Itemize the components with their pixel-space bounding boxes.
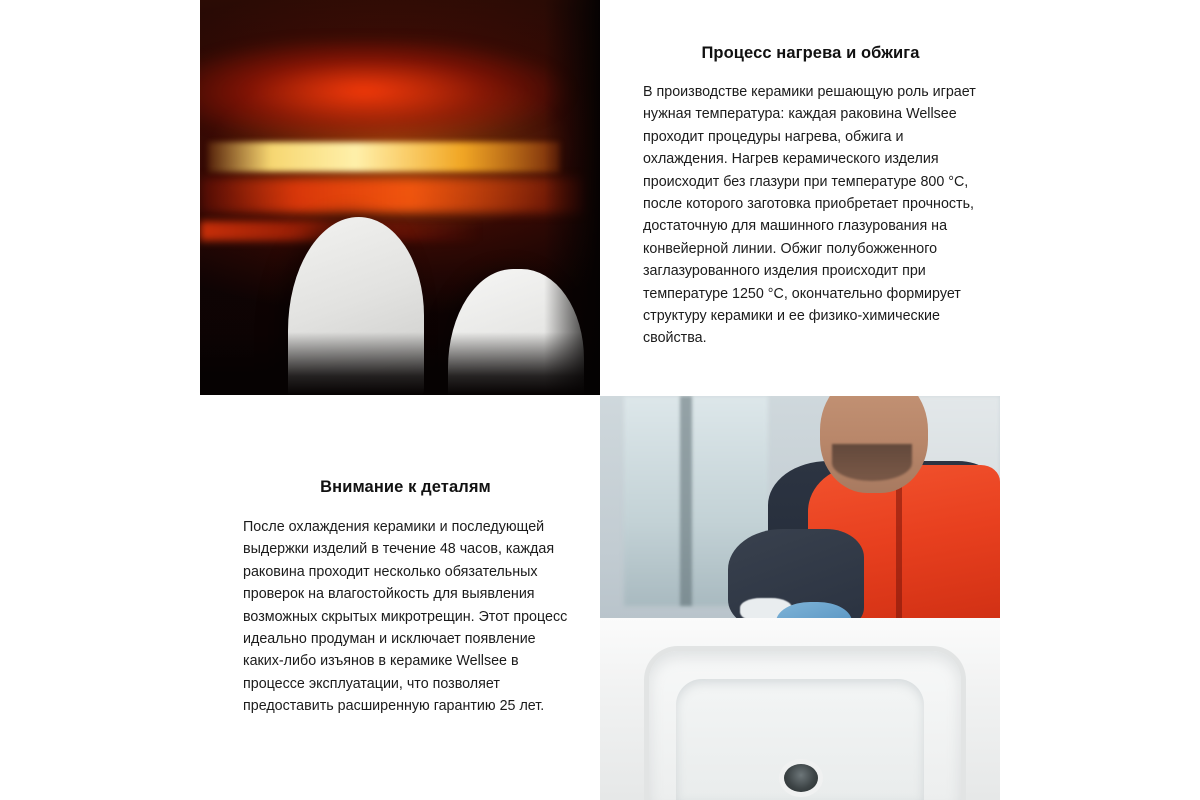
sink-drain	[784, 764, 818, 792]
details-body: После охлаждения керамики и последующей выдержки изделий в течение 48 часов, каждая раковина проходит несколько обязательных проверок на влагостойкость для выявления возможных скрытых микротрещин. Этот процесс идеально продуман и исключает появление каких-либо изъянов в керамике Wellsee в процессе эксплуатации, что позволяет предоставить расширенную гарантию 25 лет.	[243, 519, 568, 715]
details-title: Внимание к деталям	[320, 478, 491, 496]
kiln-shadow-bottom	[200, 332, 600, 395]
kiln-shadow-right	[544, 0, 600, 395]
worker-inspecting-sink-photo	[600, 396, 1000, 800]
details-text-block	[243, 478, 568, 718]
vest-zipper	[896, 477, 902, 622]
heating-body: В производстве керамики решающую роль играет нужная температура: каждая раковина Wellsee проходит процедуры нагрева, обжига и охлаждения. Нагрев керамического изделия происходит без глазури при температуре 800 °C, после которого заготовка приобретает прочность, достаточную для машинного глазурования на конвейерной линии. Обжиг полубожженного заглазурованного изделия происходит при температуре 1250 °C, окончательно формирует структуру керамики и ее физико-химические свойства.	[643, 84, 976, 347]
heating-title: Процесс нагрева и обжига	[701, 44, 920, 62]
section-heating-firing	[0, 0, 1200, 395]
window-frame	[680, 396, 692, 606]
kiln-glow-upper	[200, 40, 600, 143]
kiln-heating-element-bright	[208, 142, 560, 172]
kiln-heating-element-red	[200, 178, 584, 214]
kiln-glow-photo	[200, 0, 600, 395]
worker-beard	[832, 444, 912, 480]
heating-text-block	[643, 44, 978, 350]
